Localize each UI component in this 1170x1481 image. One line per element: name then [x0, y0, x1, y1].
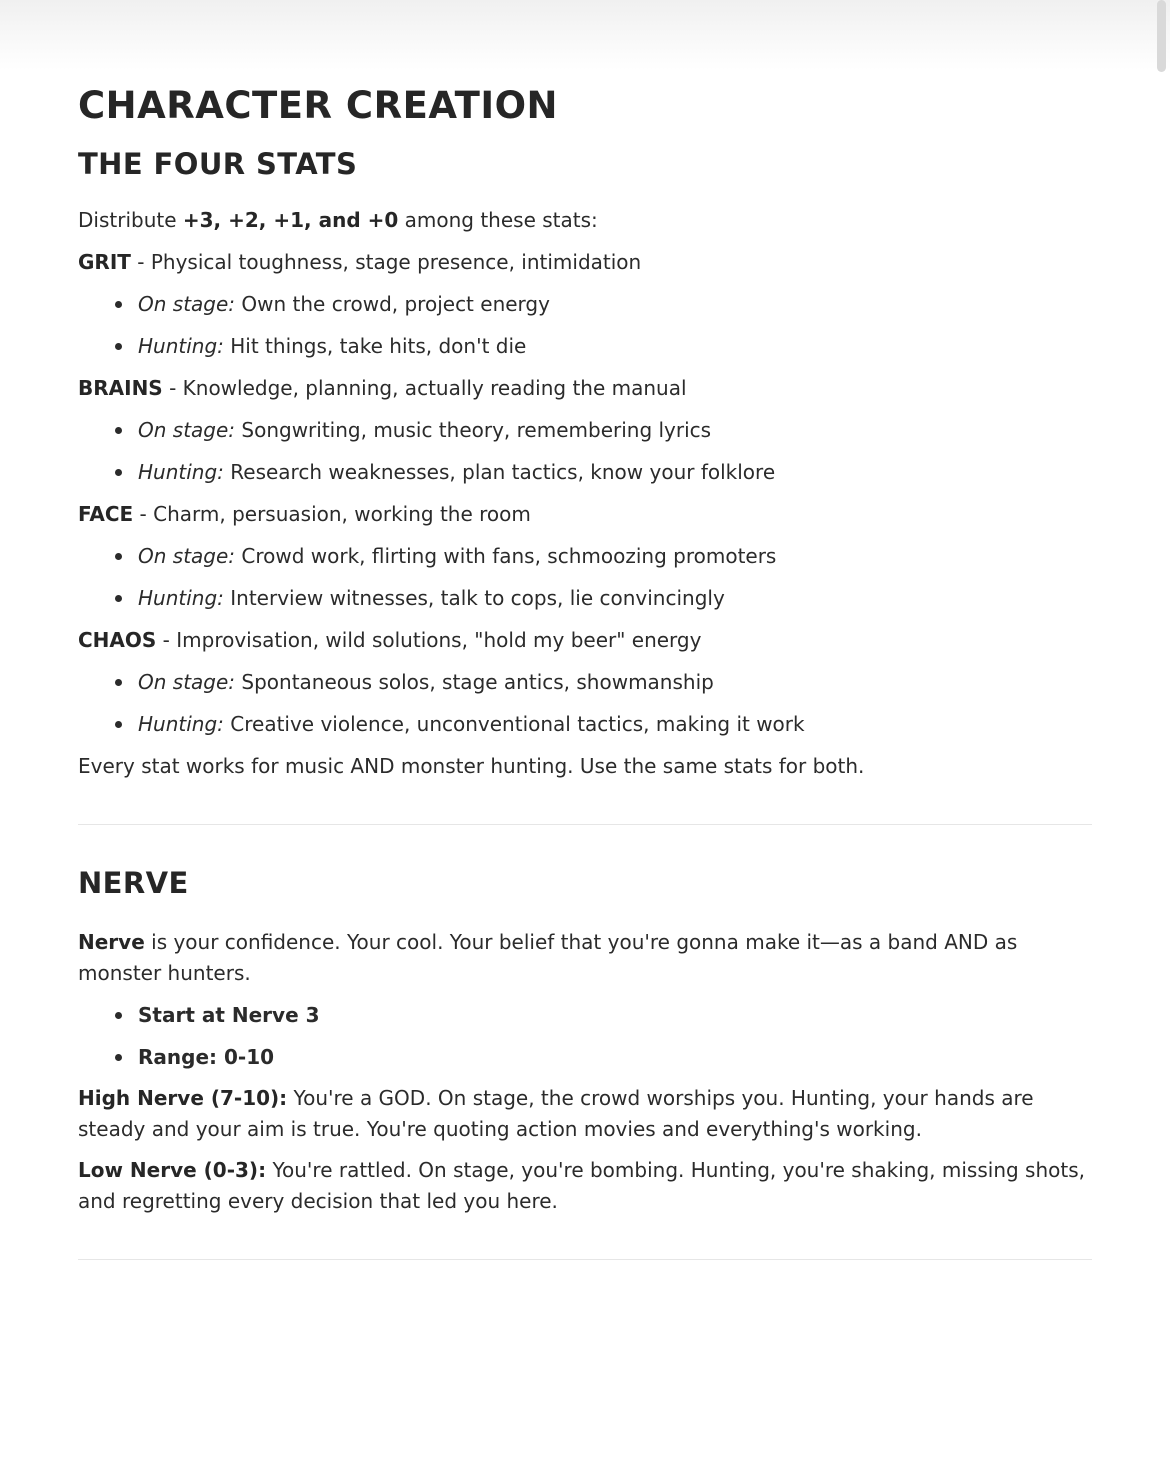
stats-heading: THE FOUR STATS — [78, 147, 358, 181]
stat-grit-list — [78, 288, 1092, 362]
bullet-icon — [115, 595, 122, 602]
nerve-list — [78, 999, 1092, 1073]
intro-suffix: among these stats: — [404, 208, 598, 232]
hunting-label: Hunting: — [138, 460, 224, 484]
low-nerve-label: Low Nerve (0-3): — [78, 1158, 267, 1182]
hunting-label: Hunting: — [138, 334, 224, 358]
stage-text: Spontaneous solos, stage antics, showmanship — [241, 670, 714, 694]
section-divider — [78, 824, 1092, 825]
stat-name: CHAOS — [78, 628, 157, 652]
stat-brains — [78, 372, 1092, 404]
stage-text: Own the crowd, project energy — [241, 292, 550, 316]
hunting-label: Hunting: — [138, 586, 224, 610]
stat-chaos-list — [78, 666, 1092, 740]
nerve-heading: NERVE — [78, 866, 189, 900]
stage-label: On stage: — [138, 418, 236, 442]
bullet-icon — [115, 301, 122, 308]
stat-description: - Improvisation, wild solutions, "hold my beer" energy — [162, 628, 702, 652]
hunting-text: Creative violence, unconventional tactics, making it work — [230, 712, 805, 736]
list-item — [78, 999, 1092, 1031]
hunting-label: Hunting: — [138, 712, 224, 736]
high-nerve-paragraph — [78, 1083, 1088, 1145]
bullet-icon — [115, 469, 122, 476]
stage-label: On stage: — [138, 544, 236, 568]
stat-description: - Physical toughness, stage presence, intimidation — [137, 250, 642, 274]
bullet-icon — [115, 679, 122, 686]
stats-intro — [78, 204, 1092, 236]
stage-text: Songwriting, music theory, remembering lyrics — [241, 418, 712, 442]
nerve-term: Nerve — [78, 930, 145, 954]
high-nerve-label: High Nerve (7-10): — [78, 1086, 288, 1110]
list-item — [78, 330, 1092, 362]
top-fade — [0, 0, 1170, 70]
stat-face-list — [78, 540, 1092, 614]
bullet-icon — [115, 1012, 122, 1019]
stat-name: BRAINS — [78, 376, 163, 400]
bullet-icon — [115, 1054, 122, 1061]
stat-description: - Charm, persuasion, working the room — [139, 502, 531, 526]
intro-values: +3, +2, +1, and +0 — [182, 208, 399, 232]
list-item — [78, 666, 1092, 698]
list-item — [78, 414, 1092, 446]
nerve-start: Start at Nerve 3 — [138, 1003, 320, 1027]
list-item — [78, 540, 1092, 572]
stage-text: Crowd work, flirting with fans, schmoozing promoters — [241, 544, 777, 568]
list-item — [78, 582, 1092, 614]
stat-grit — [78, 246, 1092, 278]
bullet-icon — [115, 427, 122, 434]
stage-label: On stage: — [138, 292, 236, 316]
hunting-text: Hit things, take hits, don't die — [230, 334, 527, 358]
stage-label: On stage: — [138, 670, 236, 694]
bullet-icon — [115, 553, 122, 560]
nerve-intro-text: is your confidence. Your cool. Your belief that you're gonna make it—as a band AND as monster hunters. — [78, 930, 1018, 985]
stats-closing: Every stat works for music AND monster hunting. Use the same stats for both. — [78, 754, 865, 778]
stat-name: GRIT — [78, 250, 131, 274]
nerve-intro — [78, 927, 1038, 989]
scrollbar-thumb[interactable] — [1157, 0, 1166, 72]
list-item — [78, 1041, 1092, 1073]
stat-name: FACE — [78, 502, 134, 526]
bullet-icon — [115, 343, 122, 350]
low-nerve-text: You're rattled. On stage, you're bombing. Hunting, you're shaking, missing shots, and regretting every decision that led you here. — [78, 1158, 1085, 1213]
stat-chaos — [78, 624, 1092, 656]
high-nerve-text: You're a GOD. On stage, the crowd worships you. Hunting, your hands are steady and your aim is true. You're quoting action movies and everything's working. — [78, 1086, 1034, 1141]
bullet-icon — [115, 721, 122, 728]
list-item — [78, 288, 1092, 320]
list-item — [78, 708, 1092, 740]
section-divider — [78, 1259, 1092, 1260]
scrollbar[interactable] — [1152, 0, 1170, 1481]
low-nerve-paragraph — [78, 1155, 1088, 1217]
hunting-text: Interview witnesses, talk to cops, lie convincingly — [230, 586, 725, 610]
stat-brains-list — [78, 414, 1092, 488]
stat-face — [78, 498, 1092, 530]
hunting-text: Research weaknesses, plan tactics, know your folklore — [230, 460, 776, 484]
page-title: CHARACTER CREATION — [78, 84, 559, 127]
list-item — [78, 456, 1092, 488]
intro-prefix: Distribute — [78, 208, 177, 232]
nerve-range: Range: 0-10 — [138, 1045, 275, 1069]
document-page — [78, 82, 1092, 1260]
stat-description: - Knowledge, planning, actually reading the manual — [169, 376, 687, 400]
